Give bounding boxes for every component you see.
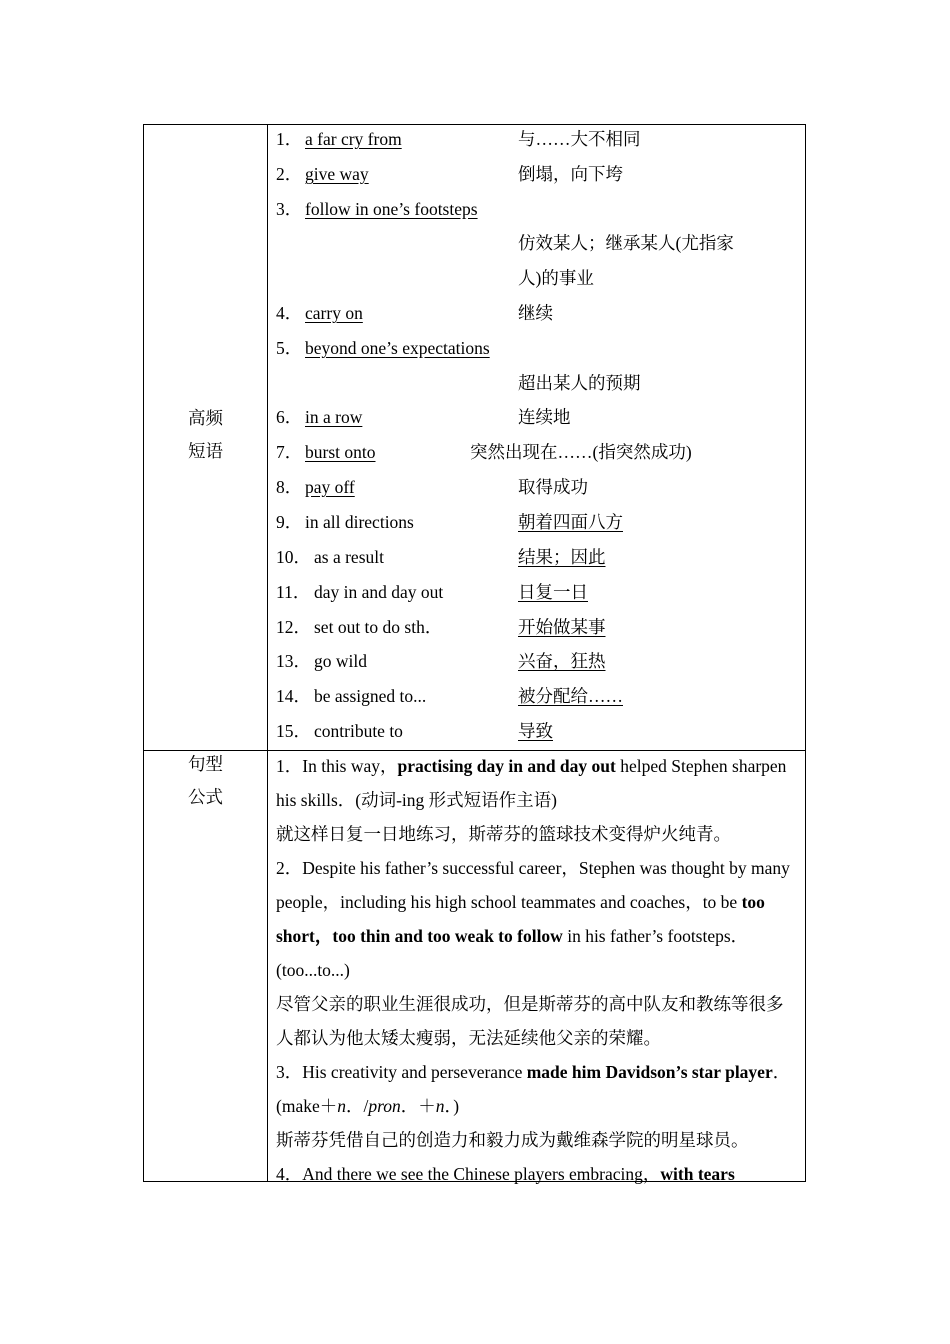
phrase-chinese: 连续地 [518, 407, 571, 427]
phrase-chinese: 结果；因此 [518, 547, 606, 567]
sentence-patterns [276, 749, 798, 1191]
phrase-english: give way [305, 164, 369, 184]
phrase-english: set out to do sth． [314, 617, 443, 637]
phrase-chinese: 倒塌，向下垮 [518, 164, 623, 184]
phrase-chinese: 兴奋，狂热 [518, 651, 606, 671]
phrase-chinese: 超出某人的预期 [518, 373, 641, 393]
phrase-chinese: 导致 [518, 721, 553, 741]
vocabulary-table: 高频 短语 句型 公式 1． a far cry from 与……大不相同 2． give way 倒塌，向下垮 3． follow in one’s footsteps 仿效某人；继承某人(尤指家 人)的事业 4． carry on 继续 5． beyond one’s expectations 超出某人的预期 6． in a row 连续地 7． burst onto 突然出现在……(指突然成功) 8． pay off 取得成功 9． in all directions 朝着四面八方 10． as a result 结果；因此 11． day in and day out 日复一日 12． set out to do sth． 开始做某事 13． go wild 兴奋，狂热 14． be assigned to... 被分配给…… 15． contribute to 导致 1．In this way，practising day in and day out helped Stephen sharpen his skills．(动词-ing 形式短语作主语) 就这样日复一日地练习，斯蒂芬的篮球技术变得炉火纯青。 2．Despite his father’s successful career，Stephen was thought by many people，including his high school teammates and coaches，to be too short，too thin and too weak to follow in his father’s footsteps．(too...to...) 尽管父亲的职业生涯很成功，但是斯蒂芬的高中队友和教练等很多人都认为他太矮太瘦弱，无法延续他父亲的荣耀。 3．His creativity and perseverance made him Davidson’s star player．(make＋n．/pron．＋n．) 斯蒂芬凭借自己的创造力和毅力成为戴维森学院的明星球员。 4．And there we see the Chinese players embracing，with tears [143, 124, 806, 1182]
column-divider [267, 125, 268, 1181]
phrase-chinese: 继续 [518, 303, 553, 323]
phrase-english: carry on [305, 303, 363, 323]
sentence-2: 2．Despite his father’s successful career，Stephen was thought by many people，including his high school teammates and coaches，to be too short，too thin and too weak to follow in his father’s footsteps．(too...to...) [276, 858, 790, 980]
phrase-chinese: 突然出现在……(指突然成功) [470, 442, 692, 462]
sentence-3-translation: 斯蒂芬凭借自己的创造力和毅力成为戴维森学院的明星球员。 [276, 1130, 749, 1150]
sentence-3: 3．His creativity and perseverance made him Davidson’s star player．(make＋n．/pron．＋n．) [276, 1062, 791, 1116]
phrase-english: a far cry from [305, 129, 402, 149]
phrase-english: pay off [305, 477, 355, 497]
phrase-chinese: 开始做某事 [518, 617, 606, 637]
phrase-english: in a row [305, 407, 363, 427]
phrase-chinese: 仿效某人；继承某人(尤指家 [518, 233, 734, 253]
sentence-2-translation: 尽管父亲的职业生涯很成功，但是斯蒂芬的高中队友和教练等很多人都认为他太矮太瘦弱，无法延续他父亲的荣耀。 [276, 994, 784, 1048]
phrase-english: day in and day out [314, 582, 444, 602]
phrase-english: be assigned to... [314, 686, 427, 706]
sentence-1-translation: 就这样日复一日地练习，斯蒂芬的篮球技术变得炉火纯青。 [276, 824, 731, 844]
phrase-chinese: 取得成功 [518, 477, 588, 497]
phrase-chinese: 与……大不相同 [518, 129, 641, 149]
phrase-english: as a result [314, 547, 384, 567]
phrase-english: burst onto [305, 442, 376, 462]
phrase-english: beyond one’s expectations [305, 338, 490, 358]
phrase-english: go wild [314, 651, 367, 671]
phrase-chinese: 朝着四面八方 [518, 512, 623, 532]
high-frequency-phrases-label: 高频 短语 [188, 409, 223, 462]
phrase-chinese: 被分配给…… [518, 686, 623, 706]
phrase-english: contribute to [314, 721, 403, 741]
sentence-patterns-label: 句型 公式 [188, 755, 223, 808]
sentence-4: 4．And there we see the Chinese players embracing，with tears [276, 1164, 735, 1184]
phrase-english: follow in one’s footsteps [305, 199, 478, 219]
phrase-chinese: 人)的事业 [518, 268, 594, 288]
sentence-1: 1．In this way，practising day in and day out helped Stephen sharpen his skills．(动词-ing 形式短语作主语) [276, 756, 787, 810]
phrase-chinese: 日复一日 [518, 582, 588, 602]
phrase-english: in all directions [305, 512, 414, 532]
